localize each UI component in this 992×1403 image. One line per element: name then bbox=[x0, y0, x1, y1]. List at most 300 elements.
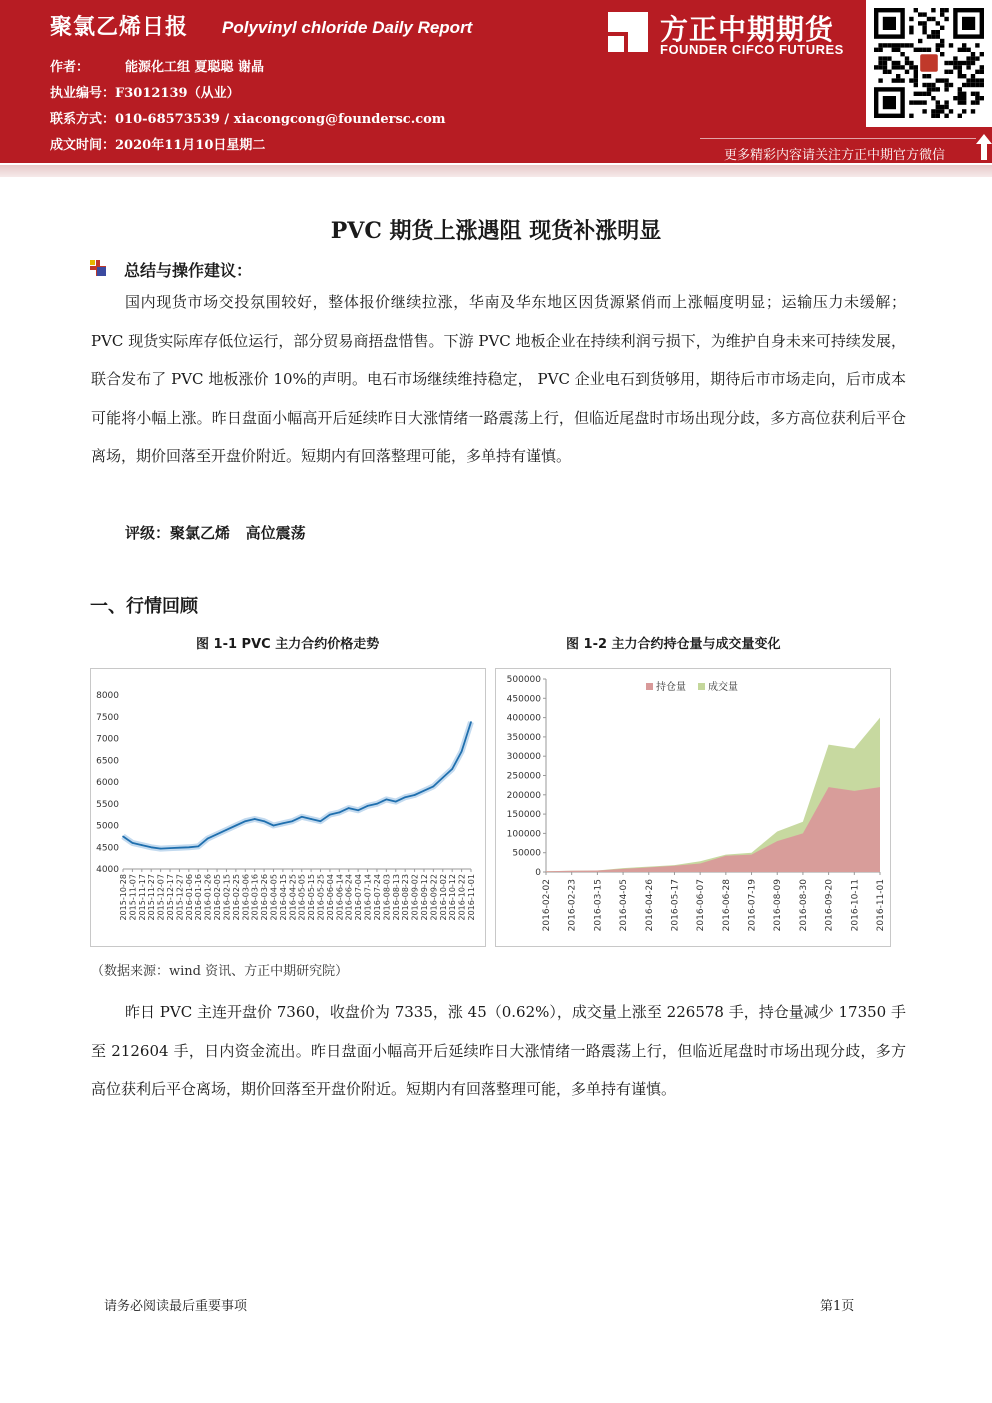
y-tick-label: 200000 bbox=[506, 790, 541, 801]
qr-module bbox=[944, 105, 948, 109]
qr-module bbox=[900, 43, 904, 47]
qr-module bbox=[944, 61, 948, 65]
x-tick-label: 2016-04-05 bbox=[619, 879, 630, 932]
qr-module bbox=[931, 30, 935, 34]
x-tick-label: 2015-12-27 bbox=[175, 874, 185, 921]
qr-module bbox=[966, 61, 970, 65]
qr-module bbox=[953, 56, 957, 60]
qr-module bbox=[892, 65, 896, 69]
qr-module bbox=[966, 48, 970, 52]
qr-module bbox=[892, 48, 896, 52]
summary-paragraph: 国内现货市场交投氛围较好，整体报价继续拉涨，华南及华东地区因货源紧俏而上涨幅度明显；运输压力未缓解；PVC 现货实际库存低位运行，部分贸易商捂盘惜售。下游 PVC 地板企业在持续利润亏损下，为维护自身未来可持续发展，联合发布了 PVC 地板涨价 10%的声明。电石市场继续维持稳定， PVC 企业电石到货够用，期待后市市场走向，后市成本可能将小幅上涨。昨日盘面小幅高开后延续昨日大涨情绪一路震荡上行，但临近尾盘时市场出现分歧，多方高位获利后平仓离场，期价回落至开盘价附近。短期内有回落整理可能，多单持有谨慎。 bbox=[91, 293, 906, 465]
price-point bbox=[235, 825, 237, 827]
qr-module bbox=[940, 39, 944, 43]
report-header bbox=[0, 0, 992, 163]
qr-module bbox=[944, 8, 948, 12]
meta-contact-value: 010-68573539 / xiacongcong@foundersc.com bbox=[115, 112, 446, 127]
qr-module bbox=[975, 70, 979, 74]
x-tick-label: 2016-03-26 bbox=[260, 874, 270, 921]
x-tick-label: 2016-05-25 bbox=[316, 874, 326, 921]
price-point bbox=[367, 805, 369, 807]
qr-module bbox=[936, 87, 940, 91]
qr-module bbox=[927, 92, 931, 96]
footer-page-number: 第1页 bbox=[820, 1299, 855, 1314]
y-tick-label: 5500 bbox=[96, 799, 119, 810]
qr-module bbox=[936, 21, 940, 25]
qr-module bbox=[949, 109, 953, 113]
follow-wechat-text: 更多精彩内容请关注方正中期官方微信 bbox=[724, 148, 946, 163]
qr-module bbox=[896, 43, 900, 47]
qr-module bbox=[940, 26, 944, 30]
meta-license-key: 执业编号： bbox=[50, 86, 116, 101]
qr-module bbox=[909, 65, 913, 69]
qr-module bbox=[905, 70, 909, 74]
qr-module bbox=[966, 56, 970, 60]
x-tick-label: 2016-07-24 bbox=[372, 874, 382, 921]
price-point bbox=[461, 751, 463, 753]
qr-module bbox=[962, 43, 966, 47]
qr-module bbox=[896, 61, 900, 65]
qr-module bbox=[958, 100, 962, 104]
qr-module bbox=[958, 70, 962, 74]
qr-module bbox=[914, 100, 918, 104]
qr-module bbox=[918, 100, 922, 104]
qr-module bbox=[958, 48, 962, 52]
meta-author-key: 作者： bbox=[50, 60, 90, 75]
price-point bbox=[197, 846, 199, 848]
x-tick-label: 2016-08-03 bbox=[382, 874, 392, 921]
qr-module bbox=[931, 114, 935, 118]
price-point bbox=[301, 816, 303, 818]
x-tick-label: 2016-01-16 bbox=[194, 874, 204, 921]
qr-module bbox=[922, 100, 926, 104]
qr-module bbox=[931, 8, 935, 12]
price-point bbox=[273, 825, 275, 827]
qr-module bbox=[883, 65, 887, 69]
y-tick-label: 6000 bbox=[96, 778, 119, 788]
price-point bbox=[386, 799, 388, 801]
meta-contact bbox=[50, 108, 446, 127]
meta-license bbox=[50, 82, 240, 101]
logo-text-en: FOUNDER CIFCO FUTURES bbox=[660, 42, 844, 57]
price-point bbox=[348, 807, 350, 809]
qr-module bbox=[909, 30, 913, 34]
x-tick-label: 2016-07-14 bbox=[363, 874, 373, 921]
qr-module bbox=[966, 78, 970, 82]
qr-module bbox=[887, 56, 891, 60]
qr-module bbox=[958, 61, 962, 65]
qr-module bbox=[922, 12, 926, 16]
qr-module bbox=[962, 92, 966, 96]
x-tick-label: 2016-08-09 bbox=[773, 879, 784, 932]
market-review-paragraph: 昨日 PVC 主连开盘价 7360，收盘价为 7335，涨 45（0.62%），成交量上涨至 226578 手，持仓量减少 17350 手至 212604 手，日内资金流出。昨日盘面小幅高开后延续昨日大涨情绪一路震荡上行，但临近尾盘时市场出现分歧，多方高位获利后平仓离场，期价回落至开盘价附近。短期内有回落整理可能，多单持有谨慎。 bbox=[91, 1003, 906, 1098]
qr-finder-core bbox=[962, 17, 975, 30]
qr-module bbox=[936, 43, 940, 47]
qr-module bbox=[940, 105, 944, 109]
price-point bbox=[263, 820, 265, 822]
price-point bbox=[451, 768, 453, 770]
qr-module bbox=[953, 65, 957, 69]
qr-module bbox=[949, 61, 953, 65]
qr-module bbox=[896, 48, 900, 52]
qr-module bbox=[936, 78, 940, 82]
qr-module bbox=[958, 87, 962, 91]
qr-module bbox=[922, 74, 926, 78]
qr-module bbox=[883, 70, 887, 74]
summary-heading: 总结与操作建议： bbox=[124, 261, 253, 280]
qr-module bbox=[918, 21, 922, 25]
qr-module bbox=[940, 43, 944, 47]
qr-module bbox=[975, 96, 979, 100]
qr-module bbox=[922, 21, 926, 25]
qr-code-icon bbox=[866, 0, 992, 127]
qr-module bbox=[931, 83, 935, 87]
qr-module bbox=[878, 43, 882, 47]
qr-module bbox=[958, 114, 962, 118]
qr-module bbox=[958, 74, 962, 78]
x-tick-label: 2015-11-07 bbox=[128, 874, 138, 921]
report-title-en: Polyvinyl chloride Daily Report bbox=[222, 18, 473, 37]
qr-module bbox=[914, 92, 918, 96]
qr-module bbox=[914, 78, 918, 82]
x-tick-label: 2016-07-19 bbox=[747, 879, 758, 932]
y-tick-label: 5000 bbox=[96, 821, 119, 832]
qr-module bbox=[953, 96, 957, 100]
x-tick-label: 2016-09-22 bbox=[429, 874, 439, 921]
y-tick-label: 400000 bbox=[506, 713, 541, 724]
data-source-note: （数据来源：wind 资讯、方正中期研究院） bbox=[91, 964, 349, 979]
price-point bbox=[423, 790, 425, 792]
y-tick-label: 0 bbox=[535, 868, 541, 878]
qr-module bbox=[940, 52, 944, 56]
x-tick-label: 2016-06-14 bbox=[335, 874, 345, 921]
price-point bbox=[141, 844, 143, 846]
qr-module bbox=[971, 78, 975, 82]
legend-swatch bbox=[698, 683, 705, 690]
qr-module bbox=[949, 83, 953, 87]
qr-module bbox=[936, 105, 940, 109]
figure-2-caption: 图 1-2 主力合约持仓量与成交量变化 bbox=[566, 637, 781, 652]
x-tick-label: 2016-02-15 bbox=[222, 874, 232, 921]
qr-module bbox=[980, 70, 984, 74]
footer-disclaimer: 请务必阅读最后重要事项 bbox=[104, 1299, 248, 1314]
x-tick-label: 2016-10-22 bbox=[457, 874, 467, 921]
qr-module bbox=[949, 43, 953, 47]
qr-module bbox=[922, 83, 926, 87]
x-tick-label: 2016-02-25 bbox=[231, 874, 241, 921]
qr-module bbox=[931, 87, 935, 91]
qr-module bbox=[914, 70, 918, 74]
qr-module bbox=[900, 65, 904, 69]
figure-1-caption: 图 1-1 PVC 主力合约价格走势 bbox=[196, 637, 380, 652]
qr-module bbox=[887, 70, 891, 74]
qr-module bbox=[975, 83, 979, 87]
qr-module bbox=[922, 109, 926, 113]
price-point bbox=[132, 842, 134, 844]
open-interest-volume-chart bbox=[496, 669, 890, 946]
qr-module bbox=[971, 83, 975, 87]
qr-module bbox=[878, 48, 882, 52]
meta-author-value: 能源化工组 夏聪聪 谢晶 bbox=[125, 60, 265, 75]
qr-module bbox=[962, 48, 966, 52]
qr-module bbox=[892, 61, 896, 65]
y-tick-label: 150000 bbox=[506, 810, 541, 821]
qr-module bbox=[931, 96, 935, 100]
price-point bbox=[244, 820, 246, 822]
qr-module bbox=[936, 30, 940, 34]
qr-module bbox=[927, 87, 931, 91]
qr-module bbox=[922, 30, 926, 34]
y-tick-label: 7000 bbox=[96, 734, 119, 745]
price-point bbox=[160, 848, 162, 850]
y-tick-label: 4500 bbox=[96, 843, 119, 854]
qr-module bbox=[931, 17, 935, 21]
x-tick-label: 2015-11-17 bbox=[137, 874, 147, 921]
qr-module bbox=[927, 83, 931, 87]
qr-module bbox=[936, 114, 940, 118]
price-point bbox=[414, 794, 416, 796]
qr-module bbox=[962, 61, 966, 65]
company-logo bbox=[604, 8, 854, 60]
qr-module bbox=[922, 92, 926, 96]
price-point bbox=[310, 818, 312, 820]
x-tick-label: 2016-03-16 bbox=[250, 874, 260, 921]
qr-module bbox=[975, 100, 979, 104]
x-tick-label: 2016-09-02 bbox=[410, 874, 420, 921]
price-point bbox=[291, 820, 293, 822]
x-tick-label: 2015-12-07 bbox=[156, 874, 166, 921]
x-tick-label: 2016-10-11 bbox=[850, 879, 861, 932]
qr-module bbox=[905, 61, 909, 65]
price-trend-chart bbox=[91, 669, 485, 946]
qr-module bbox=[971, 56, 975, 60]
document-title: PVC 期货上涨遇阻 现货补涨明显 bbox=[330, 218, 662, 244]
qr-module bbox=[914, 83, 918, 87]
qr-module bbox=[980, 52, 984, 56]
y-tick-label: 6500 bbox=[96, 756, 119, 767]
price-point bbox=[395, 801, 397, 803]
x-tick-label: 2016-04-05 bbox=[269, 874, 279, 921]
qr-module bbox=[936, 100, 940, 104]
qr-module bbox=[918, 92, 922, 96]
qr-module bbox=[944, 114, 948, 118]
qr-module bbox=[958, 65, 962, 69]
x-tick-label: 2016-04-25 bbox=[288, 874, 298, 921]
meta-date-key: 成文时间： bbox=[50, 138, 116, 153]
qr-module bbox=[927, 74, 931, 78]
qr-module bbox=[962, 96, 966, 100]
qr-module bbox=[905, 56, 909, 60]
y-tick-label: 7500 bbox=[96, 712, 119, 723]
qr-module bbox=[905, 43, 909, 47]
qr-module bbox=[878, 78, 882, 82]
section-bullet-icon bbox=[90, 260, 106, 276]
x-tick-label: 2016-08-23 bbox=[401, 874, 411, 921]
qr-module bbox=[975, 78, 979, 82]
rating-line: 评级：聚氯乙烯 高位震荡 bbox=[125, 524, 306, 542]
legend-label: 持仓量 bbox=[656, 682, 686, 693]
qr-module bbox=[927, 48, 931, 52]
price-point bbox=[320, 820, 322, 822]
qr-module bbox=[931, 109, 935, 113]
qr-module bbox=[918, 48, 922, 52]
qr-module bbox=[922, 48, 926, 52]
qr-module bbox=[900, 78, 904, 82]
x-tick-label: 2016-06-28 bbox=[721, 879, 732, 932]
price-point bbox=[470, 721, 472, 723]
qr-module bbox=[944, 100, 948, 104]
y-tick-label: 50000 bbox=[512, 848, 541, 859]
price-point bbox=[376, 803, 378, 805]
qr-module bbox=[927, 34, 931, 38]
qr-module bbox=[914, 48, 918, 52]
qr-module bbox=[936, 109, 940, 113]
qr-module bbox=[971, 61, 975, 65]
qr-module bbox=[914, 8, 918, 12]
qr-module bbox=[975, 56, 979, 60]
qr-module bbox=[927, 17, 931, 21]
qr-module bbox=[980, 78, 984, 82]
qr-module bbox=[962, 100, 966, 104]
y-tick-label: 300000 bbox=[506, 752, 541, 763]
qr-module bbox=[896, 74, 900, 78]
price-point bbox=[254, 818, 256, 820]
price-point bbox=[150, 846, 152, 848]
qr-module bbox=[909, 114, 913, 118]
y-tick-label: 4000 bbox=[96, 865, 119, 875]
qr-module bbox=[971, 100, 975, 104]
x-tick-label: 2016-06-07 bbox=[696, 879, 707, 932]
wechat-qr-code bbox=[866, 0, 992, 127]
qr-module bbox=[878, 65, 882, 69]
price-point bbox=[179, 847, 181, 849]
qr-module bbox=[962, 74, 966, 78]
qr-module bbox=[944, 87, 948, 91]
qr-module bbox=[931, 34, 935, 38]
price-point bbox=[442, 777, 444, 779]
y-tick-label: 100000 bbox=[506, 829, 541, 840]
qr-module bbox=[909, 100, 913, 104]
x-tick-label: 2016-11-01 bbox=[876, 879, 886, 932]
x-tick-label: 2016-02-05 bbox=[213, 874, 223, 921]
x-tick-label: 2016-02-02 bbox=[542, 879, 552, 932]
qr-module bbox=[896, 65, 900, 69]
price-line-glow bbox=[123, 722, 471, 849]
qr-module bbox=[936, 34, 940, 38]
price-point bbox=[122, 836, 124, 838]
volume-chart-frame bbox=[495, 668, 891, 947]
qr-module bbox=[944, 70, 948, 74]
price-line bbox=[123, 722, 471, 849]
qr-module bbox=[949, 70, 953, 74]
header-shadow-bar bbox=[0, 163, 992, 177]
qr-module bbox=[878, 56, 882, 60]
qr-finder-core bbox=[883, 96, 896, 109]
logo-text-cn: 方正中期期货 bbox=[660, 13, 835, 46]
x-tick-label: 2016-05-17 bbox=[670, 879, 681, 932]
x-tick-label: 2016-05-15 bbox=[307, 874, 317, 921]
qr-module bbox=[909, 78, 913, 82]
qr-module bbox=[944, 83, 948, 87]
x-tick-label: 2016-10-12 bbox=[448, 874, 458, 921]
qr-module bbox=[980, 96, 984, 100]
x-tick-label: 2016-08-13 bbox=[391, 874, 401, 921]
qr-module bbox=[975, 43, 979, 47]
qr-module bbox=[971, 92, 975, 96]
qr-module bbox=[914, 65, 918, 69]
meta-date-value: 2020年11月10日星期二 bbox=[115, 138, 266, 153]
meta-date bbox=[50, 134, 265, 153]
qr-center-logo bbox=[920, 54, 938, 72]
qr-module bbox=[940, 78, 944, 82]
x-tick-label: 2016-06-24 bbox=[344, 874, 354, 921]
price-point bbox=[207, 838, 209, 840]
meta-author bbox=[50, 56, 264, 75]
qr-module bbox=[936, 48, 940, 52]
price-point bbox=[339, 812, 341, 814]
qr-module bbox=[909, 61, 913, 65]
x-tick-label: 2015-12-17 bbox=[166, 874, 176, 921]
qr-module bbox=[944, 78, 948, 82]
header-divider bbox=[700, 138, 976, 139]
price-chart-frame bbox=[90, 668, 486, 947]
qr-module bbox=[918, 12, 922, 16]
price-point bbox=[433, 786, 435, 788]
x-tick-label: 2016-01-26 bbox=[203, 874, 213, 921]
x-tick-label: 2016-10-02 bbox=[438, 874, 448, 921]
meta-contact-key: 联系方式： bbox=[50, 112, 116, 127]
y-tick-label: 350000 bbox=[506, 732, 541, 743]
x-tick-label: 2015-10-28 bbox=[119, 874, 128, 921]
qr-module bbox=[958, 92, 962, 96]
qr-module bbox=[883, 61, 887, 65]
qr-module bbox=[914, 74, 918, 78]
price-point bbox=[188, 846, 190, 848]
qr-module bbox=[980, 83, 984, 87]
price-point bbox=[169, 847, 171, 849]
qr-module bbox=[971, 109, 975, 113]
qr-module bbox=[883, 43, 887, 47]
price-point bbox=[216, 833, 218, 835]
qr-module bbox=[922, 26, 926, 30]
x-tick-label: 2015-11-27 bbox=[147, 874, 157, 921]
y-tick-label: 250000 bbox=[506, 771, 541, 782]
qr-module bbox=[962, 83, 966, 87]
x-tick-label: 2016-08-30 bbox=[798, 879, 809, 932]
qr-module bbox=[883, 56, 887, 60]
qr-module bbox=[900, 52, 904, 56]
y-tick-label: 500000 bbox=[506, 675, 541, 685]
qr-module bbox=[918, 39, 922, 43]
price-point bbox=[282, 823, 284, 825]
price-point bbox=[329, 814, 331, 816]
qr-module bbox=[971, 74, 975, 78]
qr-module bbox=[909, 26, 913, 30]
qr-module bbox=[953, 61, 957, 65]
qr-module bbox=[909, 43, 913, 47]
x-tick-label: 2016-01-06 bbox=[184, 874, 194, 921]
y-tick-label: 8000 bbox=[96, 691, 119, 701]
price-point bbox=[226, 829, 228, 831]
x-tick-label: 2016-06-04 bbox=[325, 874, 335, 921]
qr-module bbox=[962, 109, 966, 113]
qr-finder-core bbox=[883, 17, 896, 30]
legend-label: 成交量 bbox=[708, 682, 738, 693]
x-tick-label: 2016-09-20 bbox=[824, 879, 835, 932]
qr-module bbox=[878, 61, 882, 65]
x-tick-label: 2016-11-01 bbox=[467, 874, 476, 921]
qr-module bbox=[940, 8, 944, 12]
